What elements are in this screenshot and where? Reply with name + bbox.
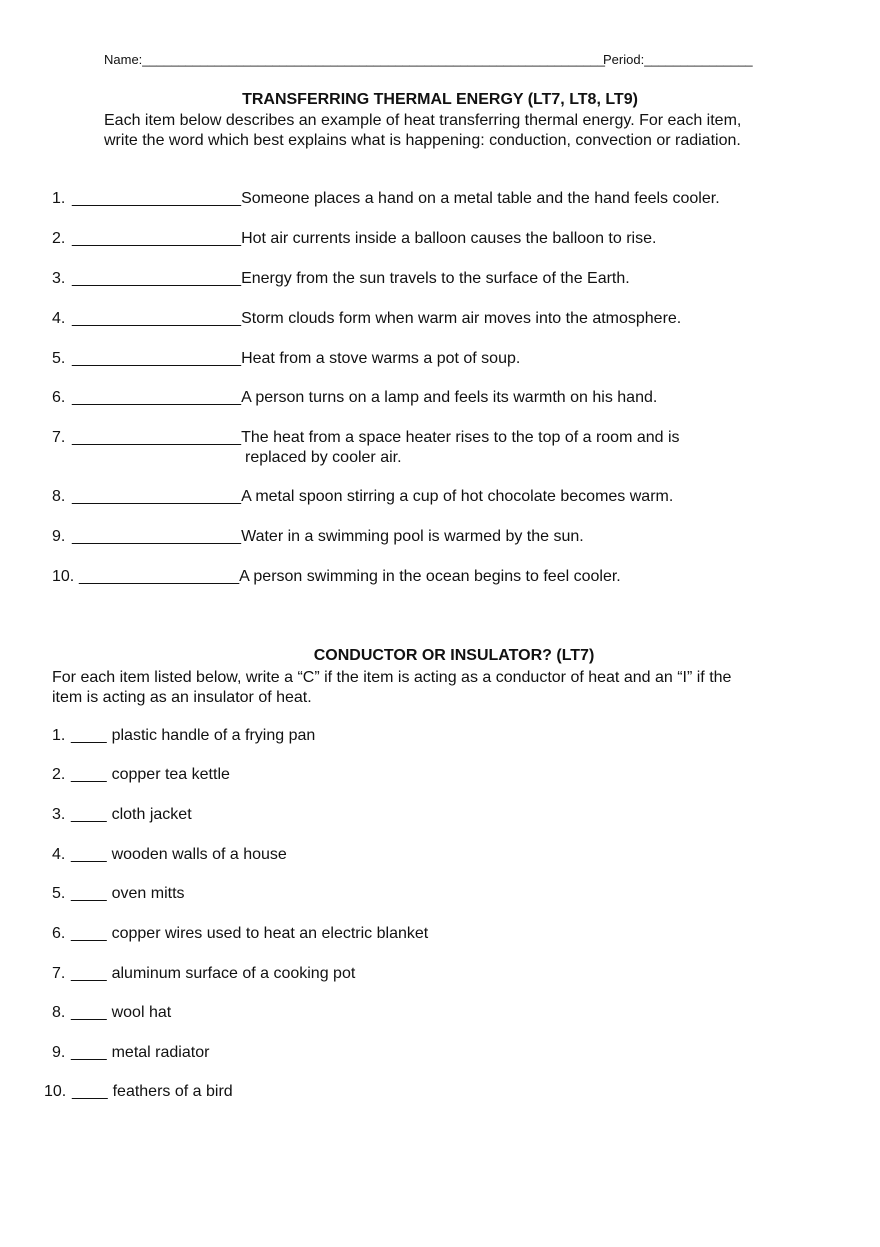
answer-blank[interactable]: ___________________ <box>72 389 242 406</box>
answer-blank[interactable]: ____ <box>71 885 107 902</box>
section2-instructions: For each item listed below, write a “C” if the item is acting as a conductor of heat and an “I” if the item is acting as an insulator of heat. <box>52 669 732 706</box>
question-number: 1. <box>52 190 66 207</box>
question-text-continued: replaced by cooler air. <box>245 449 402 466</box>
question-text: The heat from a space heater rises to the top of a room and is <box>241 429 680 446</box>
question-number: 7. <box>52 429 66 446</box>
answer-blank[interactable]: ____ <box>71 846 107 863</box>
answer-blank[interactable]: ____ <box>71 1044 107 1061</box>
answer-blank[interactable]: ___________________ <box>72 429 242 446</box>
name-field[interactable] <box>104 52 605 67</box>
answer-blank[interactable]: __________________ <box>79 568 240 585</box>
question-item <box>52 349 520 369</box>
question-item <box>52 845 287 865</box>
question-text: copper tea kettle <box>111 766 230 783</box>
question-text: oven mitts <box>111 885 185 902</box>
question-text: Hot air currents inside a balloon causes the balloon to rise. <box>241 230 657 247</box>
question-number: 4. <box>52 846 66 863</box>
question-item <box>52 1043 209 1063</box>
period-label: Period: <box>603 52 645 67</box>
answer-blank[interactable]: ____ <box>71 727 107 744</box>
question-item <box>44 1082 233 1102</box>
answer-blank[interactable]: ___________________ <box>72 528 242 545</box>
name-line[interactable]: ________________________________________________________________ <box>142 52 606 67</box>
question-text: wooden walls of a house <box>111 846 287 863</box>
question-text: feathers of a bird <box>112 1083 233 1100</box>
question-number: 10. <box>44 1083 67 1100</box>
question-text: A metal spoon stirring a cup of hot chocolate becomes warm. <box>241 488 674 505</box>
question-number: 8. <box>52 488 66 505</box>
answer-blank[interactable]: ___________________ <box>72 270 242 287</box>
question-item <box>52 269 630 289</box>
question-text: aluminum surface of a cooking pot <box>111 965 356 982</box>
question-number: 9. <box>52 1044 66 1061</box>
section2-title: CONDUCTOR OR INSULATOR? (LT7) <box>313 647 595 664</box>
question-text: metal radiator <box>111 1044 210 1061</box>
question-item <box>52 884 185 904</box>
question-item <box>52 527 584 547</box>
question-text: Storm clouds form when warm air moves into the atmosphere. <box>241 310 682 327</box>
question-text: Someone places a hand on a metal table and the hand feels cooler. <box>241 190 720 207</box>
section1-instructions: Each item below describes an example of heat transferring thermal energy. For each item, write the word which best explains what is happening: conduction, convection or radiation. <box>104 112 742 149</box>
answer-blank[interactable]: ___________________ <box>72 350 242 367</box>
answer-blank[interactable]: ____ <box>71 806 107 823</box>
question-text: plastic handle of a frying pan <box>111 727 316 744</box>
answer-blank[interactable]: ___________________ <box>72 190 242 207</box>
question-number: 7. <box>52 965 66 982</box>
name-label: Name: <box>104 52 143 67</box>
question-text: Water in a swimming pool is warmed by the sun. <box>241 528 584 545</box>
question-number: 6. <box>52 389 66 406</box>
question-item <box>52 229 656 249</box>
question-text: A person swimming in the ocean begins to feel cooler. <box>239 568 621 585</box>
question-number: 6. <box>52 925 66 942</box>
question-number: 2. <box>52 230 66 247</box>
question-number: 2. <box>52 766 66 783</box>
question-number: 3. <box>52 806 66 823</box>
question-number: 9. <box>52 528 66 545</box>
question-text: Energy from the sun travels to the surface of the Earth. <box>241 270 630 287</box>
answer-blank[interactable]: ___________________ <box>72 230 242 247</box>
question-number: 4. <box>52 310 66 327</box>
question-item <box>52 428 680 468</box>
question-item <box>52 567 621 587</box>
question-item <box>52 805 192 825</box>
question-item <box>52 964 355 984</box>
question-item <box>52 765 230 785</box>
period-line[interactable]: _______________ <box>644 52 753 67</box>
answer-blank[interactable]: ___________________ <box>72 488 242 505</box>
question-text: A person turns on a lamp and feels its warmth on his hand. <box>241 389 658 406</box>
question-number: 10. <box>52 568 75 585</box>
answer-blank[interactable]: ____ <box>71 965 107 982</box>
question-item <box>52 189 720 209</box>
question-text: cloth jacket <box>111 806 192 823</box>
answer-blank[interactable]: ____ <box>71 766 107 783</box>
answer-blank[interactable]: ___________________ <box>72 310 242 327</box>
question-item <box>52 388 657 408</box>
question-text: Heat from a stove warms a pot of soup. <box>241 350 521 367</box>
period-field[interactable] <box>603 52 753 67</box>
question-item <box>52 309 681 329</box>
answer-blank[interactable]: ____ <box>72 1083 108 1100</box>
question-number: 1. <box>52 727 66 744</box>
question-text: wool hat <box>111 1004 172 1021</box>
section1-title: TRANSFERRING THERMAL ENERGY (LT7, LT8, LT9) <box>242 91 638 108</box>
answer-blank[interactable]: ____ <box>71 925 107 942</box>
question-number: 8. <box>52 1004 66 1021</box>
question-number: 3. <box>52 270 66 287</box>
question-item <box>52 726 315 746</box>
question-item <box>52 1003 171 1023</box>
question-item <box>52 487 673 507</box>
question-number: 5. <box>52 885 66 902</box>
question-item <box>52 924 428 944</box>
question-text: copper wires used to heat an electric blanket <box>111 925 429 942</box>
question-number: 5. <box>52 350 66 367</box>
answer-blank[interactable]: ____ <box>71 1004 107 1021</box>
